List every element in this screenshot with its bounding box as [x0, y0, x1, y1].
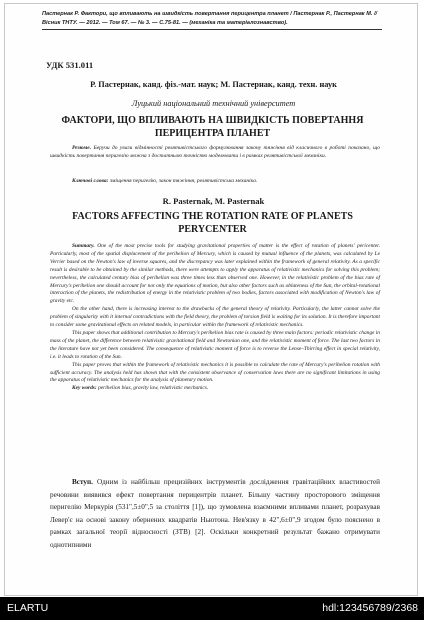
repository-footer-bar: [0, 597, 424, 620]
handle-identifier: hdl:123456789/2368: [322, 602, 418, 614]
abstract-ukrainian: [50, 144, 380, 161]
authors-ukrainian: Р. Пастернак, канд. фіз.-мат. наук; М. Пастернак, канд. техн. наук: [90, 80, 337, 89]
title-ukrainian: ФАКТОРИ, ЩО ВПЛИВАЮТЬ НА ШВИДКІСТЬ ПОВЕРТАННЯ ПЕРИЦЕНТРА ПЛАНЕТ: [61, 115, 364, 139]
abstract-english-label: Summary.: [72, 243, 95, 249]
introduction-paragraph: [50, 476, 380, 551]
abstract-ukrainian-label: Резюме.: [72, 145, 92, 151]
abstract-english: [50, 243, 380, 393]
authors-english: R. Pasternak, M. Pasternak: [162, 196, 265, 206]
introduction-text: Одним із найбільш прецизійних інструментів дослідження гравітаційних властивостей речовини виявився ефект повертання перицентрів планет. Більшу частину просторового зміщення перигелію Меркурія (531",5±0",5 за століття [1]), що зумовлена взаємними впливами планет, розрахував Левер'є на основі закону обернених квадратів Ньютона. Нев'язку в 42",6±0",9 згодом було пояснено в рамках загальної теорії відносності (ЗТВ) [2]. Оскільки конкретний результат бажано отримувати однотипними: [50, 478, 380, 549]
abstract-english-paragraph: This paper proves that within the framework of relativistic mechanics it is possible to calculate the rate of Mercury's perihelion rotation with sufficient accuracy. The analysis held has shown that with the consistent observance of conservation laws there are no significant limitations in using the apparatus of relativistic mechanics for the analysis of planetary motion.: [50, 361, 380, 384]
citation-header: Пастернак Р. Фактори, що впливають на швидкість повертання перицентра планет / Пастернак Р., Пастернак М. // Вісник ТНТУ. — 2012. — Том 67. — № 3. — С.75-81. — (механіка та матеріалознавство).: [42, 10, 382, 30]
abstract-english-paragraph: On the other hand, there is increasing interest to the drawbacks of the general theory of relativity. Particularly, the latter cannot solve the problem of singularity with it internal contradictions with the field theory, the problem of torsion field is waiting for its solution. It is therefore important to consider some gravitational effects on related models, in particular within the framework of relativistic mechanics.: [50, 306, 380, 329]
keywords-english-text: perihelion bias, gravity law, relativistic mechanics.: [96, 385, 209, 392]
keywords-english-label: Key words:: [72, 385, 97, 392]
affiliation: Луцький національний технічний університет: [131, 99, 296, 108]
abstract-ukrainian-text: Беручи до уваги відмінності релятивістського формулювання закону тяжіння від класичного в роботі показано, що швидкість повертання перигелію можна з достатньою точністю моделювати і в рамках релятивістської механіки.: [50, 145, 380, 160]
keywords-english: [50, 385, 380, 393]
abstract-english-text: One of the most precise tools for studying gravitational properties of matter is the effect of rotation of planets' pericenter. Particularly, most of the spatial displacement of the perihelion of Mercury, which is caused by mutual influence of the planets, was calculated by Le Verrier based on the Newton's law of inverse squares, and the discrepancy was later explained within the framework of general relativity. As a specific result is desirable to be obtained by the similar methods, there were attempts to apply the apparatus of relativistic mechanics for solving this problem; nevertheless, the calculated century bias of perihelion was three times less than observed one. However, in the relativistic problem of the bias rate of Mercury's perihelion one should account for not only the equations of motion, but also other factors such as oblateness of the Sun, the orbital-rotational interaction of the planets, the redistribution of energy in the relativistic problem of two bodies, factors associated with modification of Newton's law of gravity etc.: [50, 243, 380, 305]
abstract-english-paragraph: This paper shows that additional contribution to Mercury's perihelion bias rate is caused by three main factors: periodic relativistic change in mass of the planet, the difference between relativistic gravitational field and Newtonian one, and the relativistic moment of force. The last two factors in the literature have not yet been considered. The consequence of relativistic moment of force is to reverse the Lense–Thirring effect in special relativity, i.e. it leads to rotation of the Sun.: [50, 329, 380, 360]
title-english: FACTORS AFFECTING THE ROTATION RATE OF PLANETS PERYCENTER: [72, 211, 353, 235]
introduction-label: Вступ.: [72, 478, 93, 486]
keywords-ukrainian-text: зміщення перигелію, закон тяжіння, релятивістська механіка.: [108, 178, 258, 184]
abstract-english-paragraph: [50, 243, 380, 306]
keywords-ukrainian-label: Ключові слова:: [72, 178, 109, 184]
keywords-ukrainian: [50, 177, 380, 185]
repository-name: ELARTU: [7, 602, 49, 614]
udc-code: УДК 531.011: [46, 60, 94, 70]
